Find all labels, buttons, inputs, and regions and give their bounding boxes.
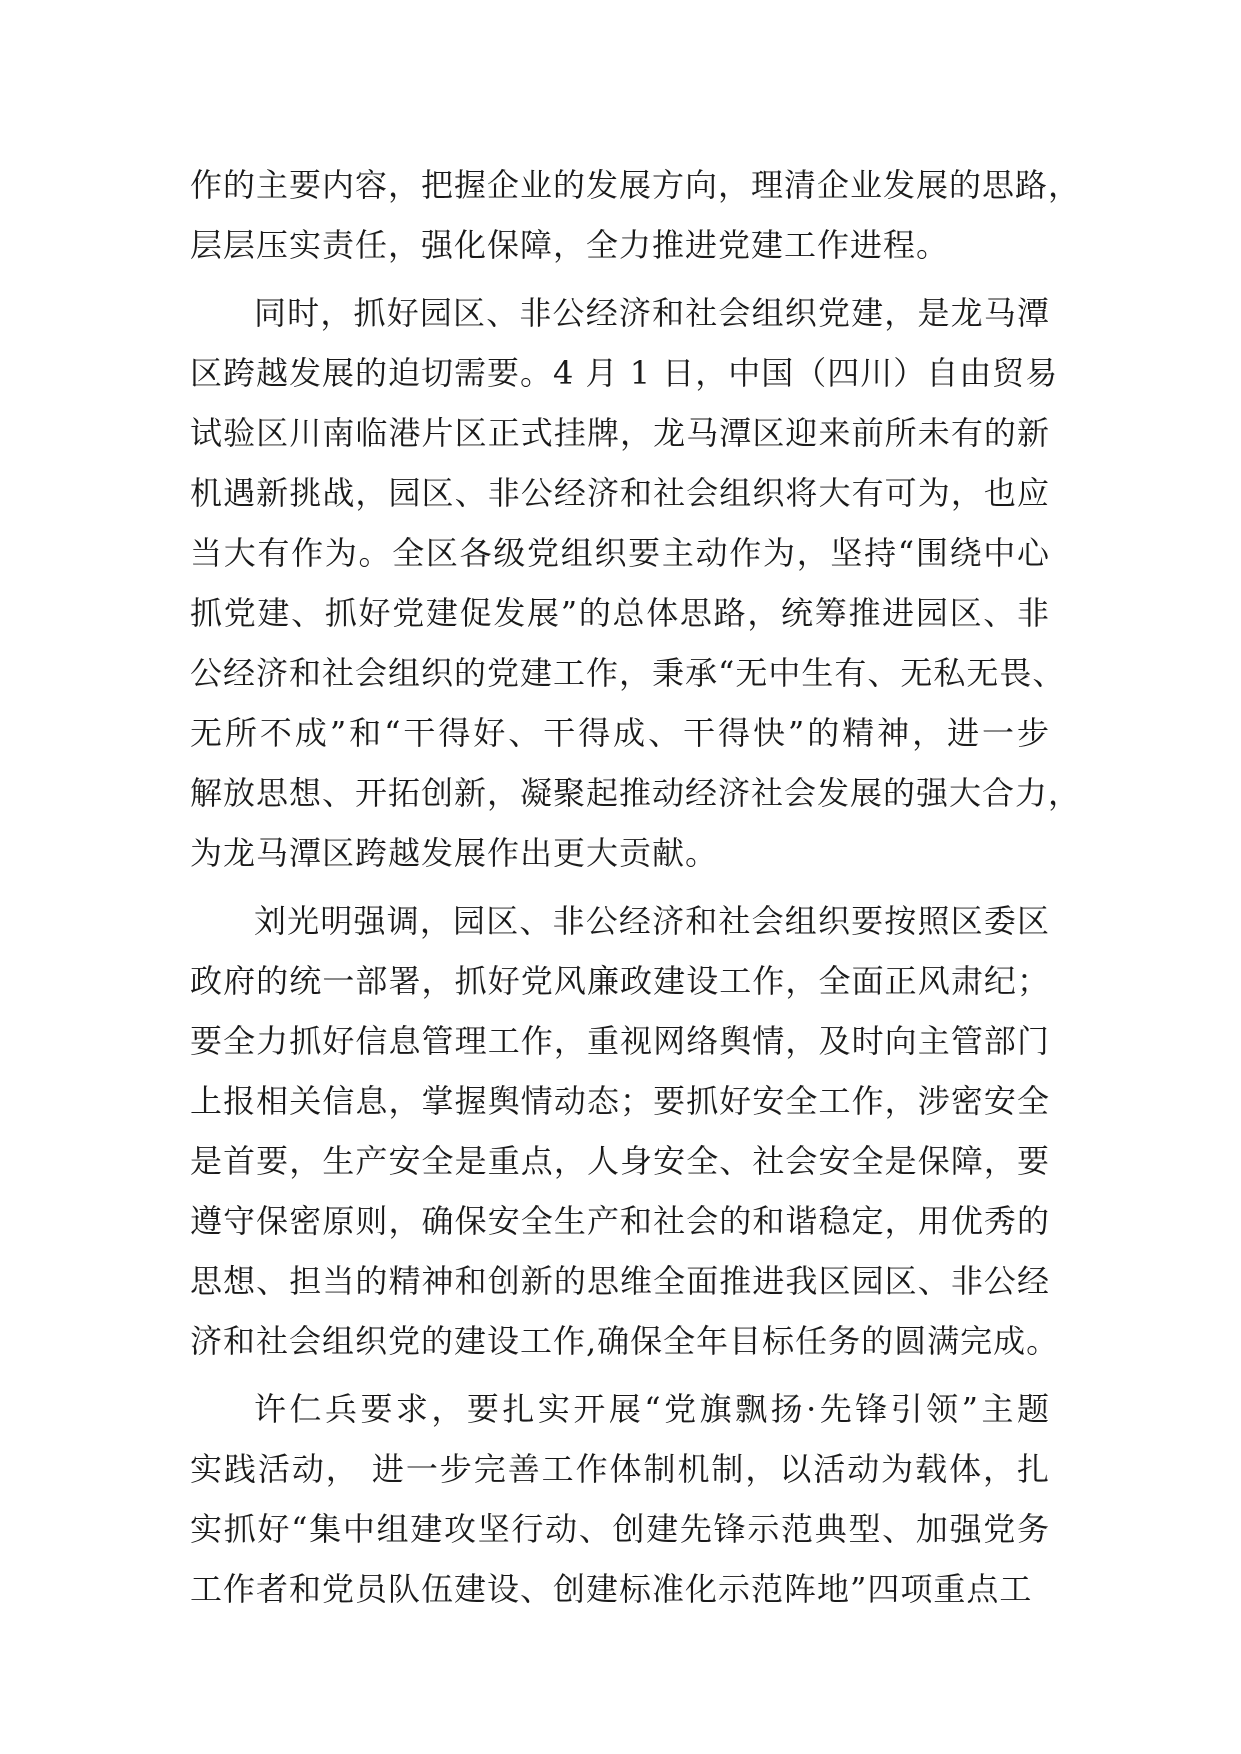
paragraph-gap	[190, 275, 1050, 283]
text-line: 政府的统一部署，抓好党风廉政建设工作，全面正风肃纪；	[190, 962, 1050, 1000]
text-line: 是首要，生产安全是重点，人身安全、社会安全是保障，要	[190, 1142, 1050, 1180]
text-line: 实抓好“集中组建攻坚行动、创建先锋示范典型、加强党务	[190, 1510, 1050, 1548]
text-line: 为龙马潭区跨越发展作出更大贡献。	[190, 834, 719, 872]
text-line: 济和社会组织党的建设工作,确保全年目标任务的圆满完成。	[190, 1322, 1060, 1360]
text-line: 作的主要内容，把握企业的发展方向，理清企业发展的思路，	[190, 166, 1082, 204]
text-line: 同时，抓好园区、非公经济和社会组织党建，是龙马潭	[254, 294, 1050, 332]
text-line: 刘光明强调，园区、非公经济和社会组织要按照区委区	[254, 902, 1050, 940]
text-line: 机遇新挑战，园区、非公经济和社会组织将大有可为，也应	[190, 474, 1050, 512]
text-line: 无所不成”和“干得好、干得成、干得快”的精神，进一步	[190, 714, 1050, 752]
text-line: 许仁兵要求，要扎实开展“党旗飘扬·先锋引领”主题	[254, 1390, 1050, 1428]
text-line: 遵守保密原则，确保安全生产和社会的和谐稳定，用优秀的	[190, 1202, 1050, 1240]
paragraph-gap	[190, 883, 1050, 891]
text-line: 区跨越发展的迫切需要。4 月 1 日，中国（四川）自由贸易	[190, 354, 1059, 392]
text-line: 思想、担当的精神和创新的思维全面推进我区园区、非公经	[190, 1262, 1050, 1300]
paragraph	[190, 1379, 1050, 1619]
paragraph	[190, 283, 1082, 883]
text-line: 抓党建、抓好党建促发展”的总体思路，统筹推进园区、非	[190, 594, 1050, 632]
text-line: 解放思想、开拓创新，凝聚起推动经济社会发展的强大合力，	[190, 774, 1082, 812]
text-line: 工作者和党员队伍建设、创建标准化示范阵地”四项重点工	[190, 1570, 1033, 1608]
text-line: 当大有作为。全区各级党组织要主动作为，坚持“围绕中心	[190, 534, 1050, 572]
paragraph-gap	[190, 1371, 1050, 1379]
text-line: 上报相关信息，掌握舆情动态；要抓好安全工作，涉密安全	[190, 1082, 1050, 1120]
text-line: 试验区川南临港片区正式挂牌，龙马潭区迎来前所未有的新	[190, 414, 1050, 452]
text-line: 要全力抓好信息管理工作，重视网络舆情，及时向主管部门	[190, 1022, 1050, 1060]
text-line: 实践活动， 进一步完善工作体制机制，以活动为载体，扎	[190, 1450, 1050, 1488]
text-line: 公经济和社会组织的党建工作，秉承“无中生有、无私无畏、	[190, 654, 1066, 692]
paragraph	[190, 155, 1082, 275]
document-body	[190, 155, 1082, 1619]
text-line: 层层压实责任，强化保障，全力推进党建工作进程。	[190, 226, 950, 264]
paragraph	[190, 891, 1060, 1371]
